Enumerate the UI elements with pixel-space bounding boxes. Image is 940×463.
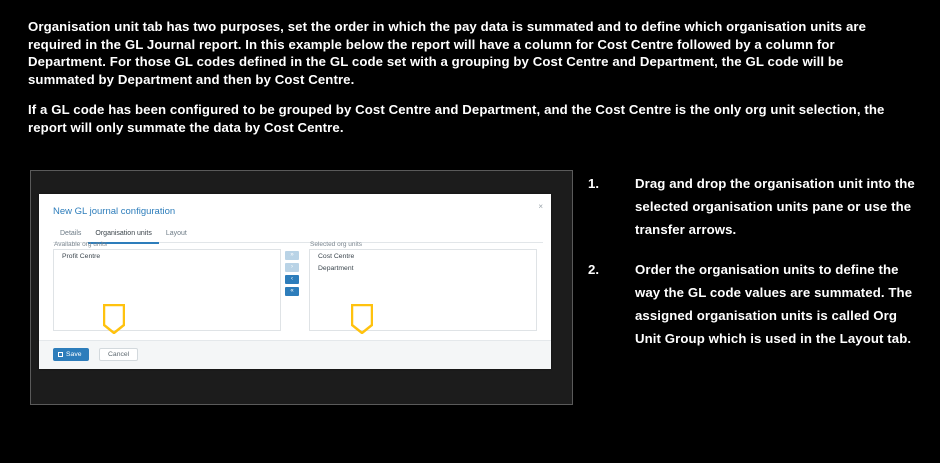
gl-journal-dialog <box>39 194 551 369</box>
tab-layout[interactable]: Layout <box>165 230 187 237</box>
save-disk-icon <box>58 352 63 357</box>
move-left-icon[interactable]: ‹ <box>285 275 299 284</box>
callout-marker-2 <box>351 304 373 334</box>
save-button-label: Save <box>66 351 82 358</box>
dialog-footer <box>39 340 551 369</box>
available-org-units-pane[interactable] <box>53 241 281 331</box>
screenshot-frame <box>30 170 573 405</box>
close-icon[interactable]: × <box>538 202 543 211</box>
intro-text <box>28 18 912 149</box>
list-item[interactable]: Profit Centre <box>62 253 101 260</box>
move-right-icon[interactable]: › <box>285 263 299 272</box>
step-2 <box>588 258 918 350</box>
list-item[interactable]: Cost Centre <box>318 253 355 260</box>
save-button[interactable] <box>53 348 89 361</box>
callout-marker-1-label: 1 <box>111 309 117 319</box>
list-item[interactable]: Department <box>318 265 354 272</box>
dialog-title: New GL journal configuration <box>53 206 176 217</box>
available-org-units-label: Available org units <box>54 241 107 248</box>
step-2-text: Order the organisation units to define the way the GL code values are summated. The assigned organisation units is called Org Unit Group which is used in the Layout tab. <box>635 262 913 346</box>
tab-organisation-units[interactable]: Organisation units <box>88 226 158 244</box>
callout-marker-2-label: 2 <box>359 309 365 319</box>
callout-marker-1 <box>103 304 125 334</box>
move-all-right-icon[interactable]: » <box>285 251 299 260</box>
org-unit-panes <box>53 241 537 331</box>
transfer-arrows <box>285 251 303 299</box>
cancel-button[interactable]: Cancel <box>99 348 138 361</box>
step-1-text: Drag and drop the organisation unit into the selected organisation units pane or use the transfer arrows. <box>635 176 915 237</box>
instruction-steps <box>588 172 918 367</box>
step-1-number: 1. <box>588 176 600 191</box>
dialog-tabs <box>53 226 543 243</box>
step-2-number: 2. <box>588 262 600 277</box>
tab-details[interactable]: Details <box>60 230 82 237</box>
intro-paragraph-2: If a GL code has been configured to be grouped by Cost Centre and Department, and the Cost Centre is the only org unit selection, the report will only summate the data by Cost Centre. <box>28 102 885 135</box>
intro-paragraph-1: Organisation unit tab has two purposes, set the order in which the pay data is summated and to define which organisation units are required in the GL Journal report. In this example below the report will have a column for Cost Centre followed by a column for Department. For those GL codes defined in the GL code set with a grouping by Cost Centre and Department, the GL code will be summated by Department and then by Cost Centre. <box>28 19 867 87</box>
move-all-left-icon[interactable]: « <box>285 287 299 296</box>
selected-org-units-pane[interactable] <box>309 241 537 331</box>
selected-org-units-label: Selected org units <box>310 241 363 248</box>
step-1 <box>588 172 918 241</box>
